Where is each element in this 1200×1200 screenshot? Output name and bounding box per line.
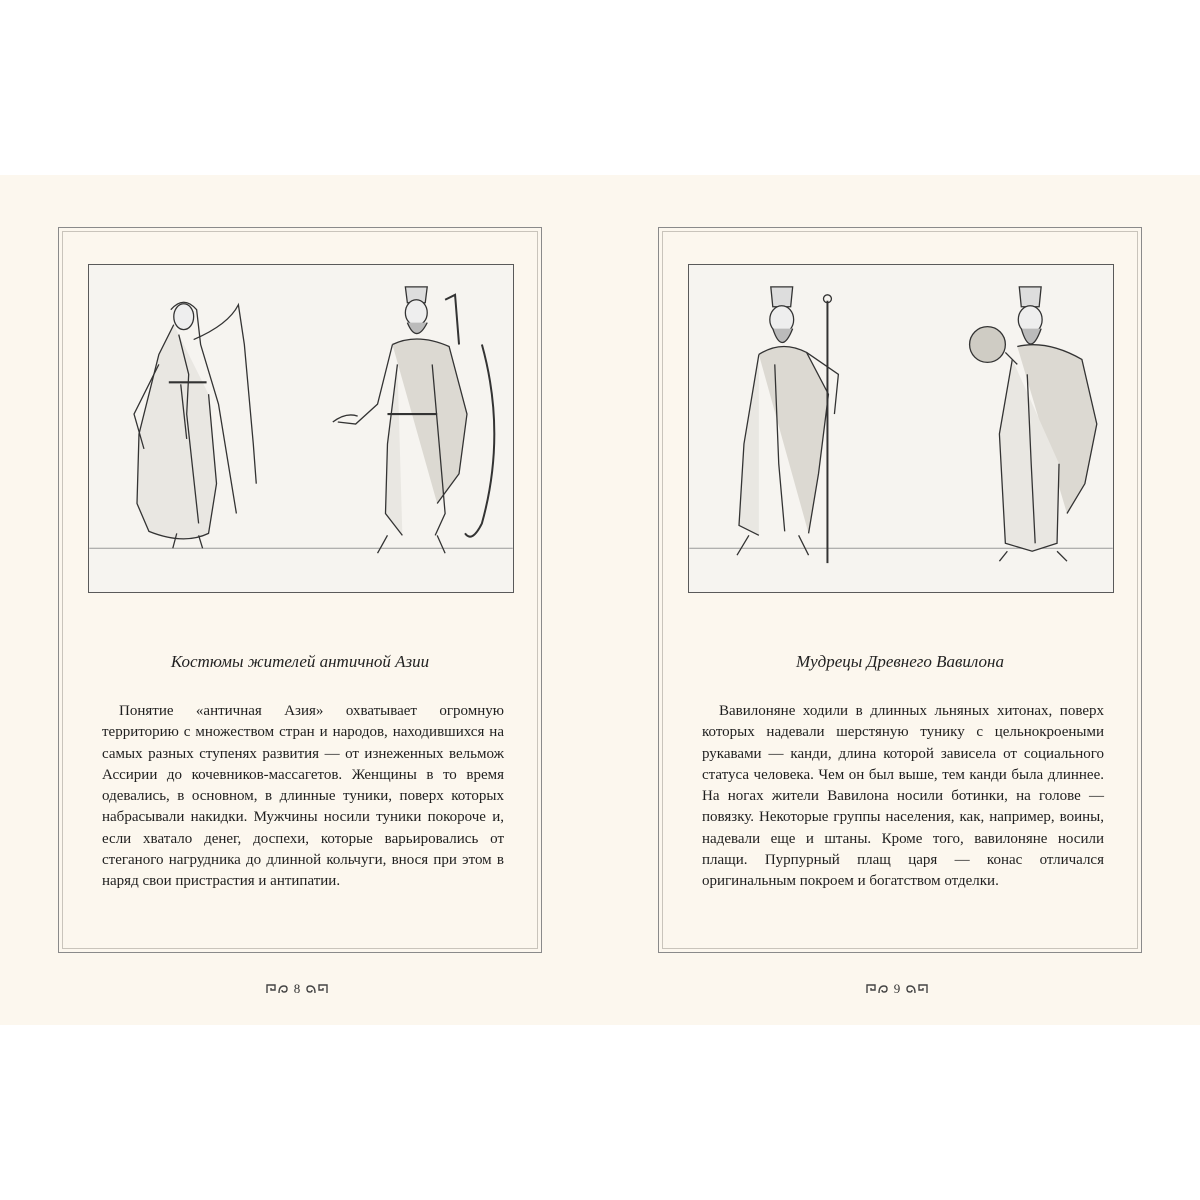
body-paragraph: Понятие «античная Азия» охватывает огромную территорию с множеством стран и народов, находившихся на самых разных ступенях развития — от изнеженных вельмож Ассирии до кочевников-массагетов. Женщины в то время одевались, в основном, в длинные туники, поверх которых набрасывали накидки. Мужчины носили туники покороче и, если хватало денег, доспехи, которые варьировались от стеганого нагрудника до длинной кольчуги, внося при этом в наряд свои пристрастия и антипатии. (102, 703, 504, 890)
page-number: 8 (293, 981, 301, 996)
greek-wave-ornament-icon (266, 984, 288, 994)
page-number-right (857, 979, 937, 999)
page-number: 9 (893, 981, 901, 996)
greek-wave-ornament-icon (906, 984, 928, 994)
illustration-caption: Мудрецы Древнего Вавилона (796, 652, 1004, 671)
page-number-left (257, 979, 337, 999)
right-page (658, 227, 1142, 953)
engraving-woman-and-archer-icon (89, 265, 513, 592)
illustration-babylon-sages (688, 264, 1114, 593)
illustration-caption: Костюмы жителей античной Азии (170, 652, 430, 671)
left-page (58, 227, 542, 953)
illustration-asia-costumes (88, 264, 514, 593)
greek-wave-ornament-icon (866, 984, 888, 994)
book-spread (0, 175, 1200, 1025)
engraving-two-sages-icon (689, 265, 1113, 592)
greek-wave-ornament-icon (306, 984, 328, 994)
body-paragraph: Вавилоняне ходили в длинных льняных хитонах, поверх которых надевали шерстяную тунику с цельнокроеными рукавами — канди, длина которой зависела от социального статуса человека. Чем он был выше, тем канди была длиннее. На ногах жители Вавилона носили ботинки, на голове — повязку. Некоторые группы населения, как, например, воины, надевали еще и штаны. Кроме того, вавилоняне носили плащи. Пурпурный плащ царя — конас отличался оригинальным покроем и богатством отделки. (702, 703, 1104, 890)
